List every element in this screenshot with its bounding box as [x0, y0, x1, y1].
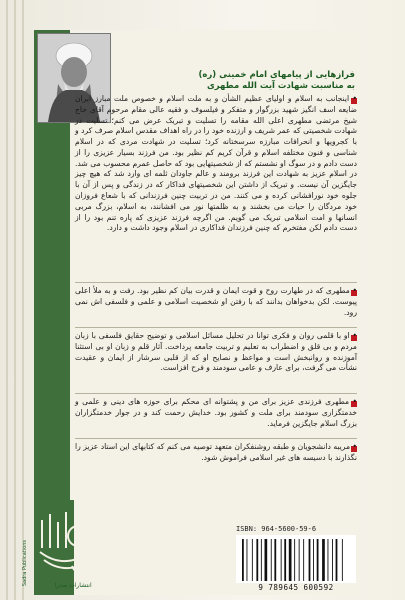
divider [75, 438, 357, 439]
edge-stripe [6, 0, 8, 600]
paragraph-3: • او با قلمی روان و فکری توانا در تحلیل مسائل اسلامی و توضیح حقایق فلسفی با زبان مردم و بی قلق و اضطراب به تعلیم و تربیت جامعه پرداخت. آثار قلم و زبان او بی استثنا آموزنده و روانبخش است و مواعظ و نصایح او که از قلبی سرشار از ایمان و عقیدت نشأت می گرفت، برای عارف و عامی سودمند و فرح افزاست. [75, 331, 357, 373]
heading-line-1: فرازهایی از پیامهای امام خمینی (ره) [198, 70, 355, 80]
publisher-latin-label: Sadra Publications [22, 540, 28, 587]
heading-line-2: به مناسبت شهادت آیت الله مطهری [206, 81, 355, 92]
isbn-label: ISBN: 964-5600-59-6 [236, 525, 317, 533]
paragraph-1: • اینجانب به اسلام و اولیای عظیم الشأن و به ملت اسلام و خصوص ملت مبارز ایران ضایعه اسف انگیز شهید بزرگوار و متفکر و فیلسوف و فقیه عالی مقام مرحوم آقای حاج شیخ مرتضی مطهری اعلی الله مقامه را تسلیت و تبریک عرض می کنم؛ تسلیت در شهادت شخصیتی که عمر شریف و ارزنده خود را در راه اهداف مقدس اسلام صرف کرد و با کجرویها و انحرافات مبارزه سرسختانه کرد؛ تسلیت در شهادت مردی که در اسلام شناسی و فنون مختلفه اسلام و قرآن کریم کم نظیر بود. من فرزند بسیار عزیزی را از دست دادم و در سوگ او نشستم که از شخصیتهایی بود که حاصل عمرم محسوب می شد. در اسلام عزیز به شهادت این فرزند برومند و عالم جاودان ثلمه ای وارد شد که هیچ چیز جایگزین آن نیست. و تبریک از داشتن این شخصیتهای فداکار که در زندگی و پس از آن با جلوه خود نورافشانی کرده و می کنند. من در تربیت چنین فرزندانی که با شعاع فروزان خود مردگان را حیات می بخشند و به ظلمتها نور می افشانند، به اسلام، بزرگ مربی انسانها و امت اسلامی تبریک می گویم. من اگرچه فرزند عزیزی که پاره تنم بود را از دست دادم لکن مفتخرم که چنین فرزندان فداکاری در اسلام وجود داشت و دارد. [75, 94, 357, 233]
paragraph-2: • مطهری که در طهارت روح و قوت ایمان و قدرت بیان کم نظیر بود. رفت و به ملأ اعلی پیوست. لکن بدخواهان بدانند که با رفتن او شخصیت اسلامی و علمی و فلسفی اش نمی رود. [75, 286, 357, 317]
paragraph-5: • مریبه دانشجویان و طبقه روشنفکران متعهد توصیه می کنم که کتابهای این استاد عزیز را نگذارند با دسیسه های غیر اسلامی فراموش شود. [75, 442, 357, 462]
paragraph-4: • مطهری فرزندی عزیز برای من و پشتوانه ای محکم برای حوزه های دینی و علمی و خدمتگزاری سودمند برای ملت و کشور بود. خدایش رحمت کند و در جوار خدمتگزاران بزرگ اسلام جایگزین فرماید. [75, 397, 357, 428]
quote-heading [115, 70, 355, 93]
edge-stripe [14, 0, 16, 600]
divider [75, 282, 357, 283]
barcode-digits: 9 789645 600592 [258, 583, 334, 592]
barcode [236, 535, 356, 583]
edge-stripe [22, 0, 24, 600]
divider [75, 327, 357, 328]
divider [75, 393, 357, 394]
publisher-name: انتشارات صدرا [54, 582, 92, 589]
